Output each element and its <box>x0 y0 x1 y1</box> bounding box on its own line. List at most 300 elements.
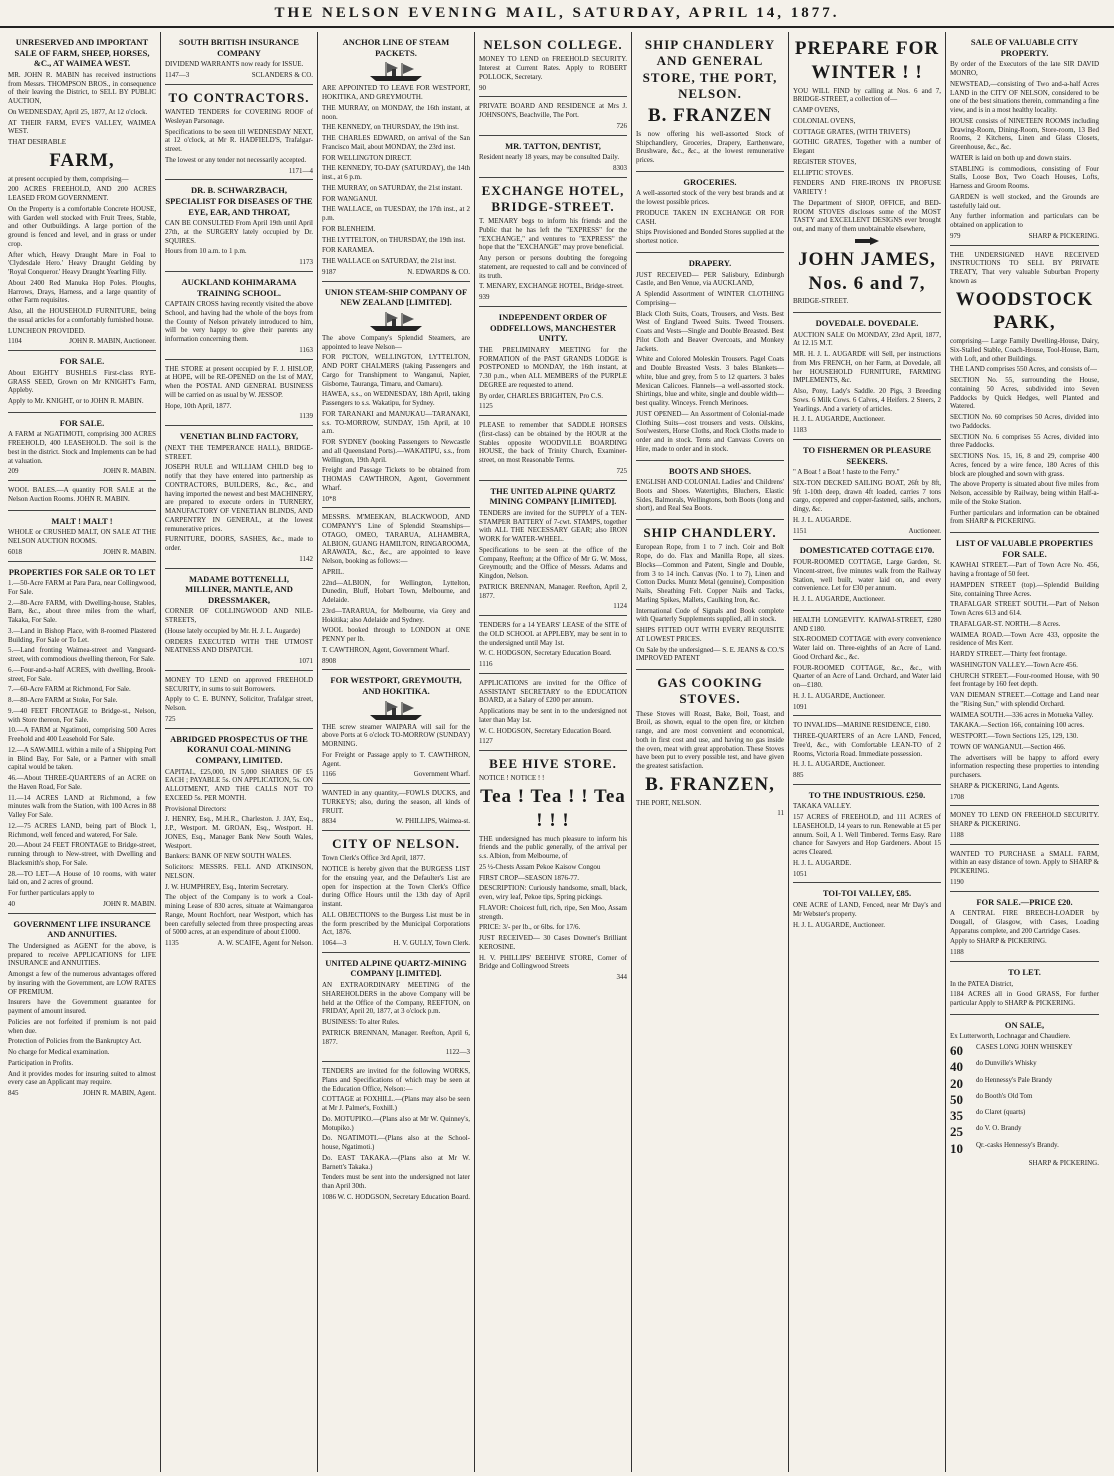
ad-text: WAIMEA ROAD.—Town Acre 433, opposite the residence of Mrs Kerr. <box>950 630 1099 648</box>
advertisement <box>8 32 156 351</box>
ad-heading: FOR SALE.—PRICE £20. <box>976 896 1073 907</box>
advertisement <box>322 508 470 670</box>
ad-text: These Stoves will Roast, Bake, Boil, Toast, and Broil, as shown, equal to the open fire, or kitchen range, and are most convenient and economical, both in first cost and use, and having no gas inside the oven, meat with great approbation. These Stoves have been put to every possible test, and have given the greatest satisfaction. <box>636 709 784 771</box>
ad-text: ELLIPTIC STOVES. <box>793 168 854 177</box>
ad-text: THE PRELIMINARY MEETING for the FORMATION of the PAST GRANDS LODGE is POSTPONED to MONDAY, the 16th instant, at 7.30 p.m., when ALL MEMBERS of the PURPLE DEGREE are requested to attend. <box>479 345 627 389</box>
ad-number: 1051 <box>793 869 807 878</box>
ad-text: MONEY TO LEND on approved FREEHOLD SECURITY, in sums to suit Borrowers. <box>165 675 313 693</box>
ad-text: PLEASE to remember that SADDLE HORSES (first-class) can be obtained by the HOUR at the Stables opposite WOODVILLE BOARDING HOUSE, the back of Trinity Church, Examiner-street, on most Reasonable Terms. <box>479 421 627 464</box>
advertisement <box>793 32 941 313</box>
ad-text: AN EXTRAORDINARY MEETING of the SHAREHOLDERS in the above Company will be held at the Office of the Company, REEFTON, on FRIDAY, April 20, 1877, at 3 o'clock p.m. <box>322 981 470 1016</box>
advertisement <box>322 784 470 831</box>
ad-text: SECTION No. 6 comprises 55 Acres, divided into three Paddocks. <box>950 432 1099 450</box>
spirit-row <box>950 1124 1099 1140</box>
ad-signer: 726 <box>616 121 627 130</box>
ad-text: THE STORE at present occupied by F. J. HISLOP, at HOPE, will be RE-OPENED on the 1st of MAY, when the POSTAL AND GENERAL BUSINESS will be carried on as usual by W. JESSOP. <box>165 364 313 399</box>
ad-text: REGISTER STOVES, <box>793 157 857 166</box>
ad-text: HARDY STREET.—Thirty feet frontage. <box>950 650 1067 658</box>
ad-text: Provisional Directors: <box>165 804 227 813</box>
ad-title: B. FRANZEN, <box>645 773 775 795</box>
ad-number: 1183 <box>793 426 807 435</box>
ad-text: 23rd—TARARUA, for Melbourne, via Grey and Hokitika; also Adelaide and Sydney. <box>322 606 470 624</box>
ad-text: THREE-QUARTERS of an Acre LAND, Fenced, Tree'd, &c., with Comfortable LEAN-TO of 2 Rooms, Victoria Road. Immediate possession. <box>793 732 941 758</box>
spirit-row <box>950 1043 1099 1059</box>
ad-signature <box>479 973 627 982</box>
ad-text: NEWSTEAD,—consisting of Two and-a-half Acres LAND in the CITY OF NELSON, considered to be one of the best situations therein, commanding a fine view, and is in a most healthy locality. <box>950 79 1099 114</box>
ad-text: H. J. L. AUGARDE, Auctioneer. <box>793 415 885 424</box>
ad-text: H. J. L. AUGARDE, Auctioneer. <box>793 595 885 603</box>
ad-heading: TO FISHERMEN OR PLEASURE SEEKERS. <box>802 444 932 466</box>
spirit-row <box>950 1141 1099 1157</box>
ad-text: Solicitors: MESSRS. FELL AND ATKINSON, NELSON. <box>165 863 313 880</box>
ad-text: Protection of Policies from the Bankruptcy Act. <box>8 1037 142 1046</box>
ad-text: (House lately occupied by Mr. H. J. L. Augarde) <box>165 626 301 635</box>
ad-text: A FARM at NGATIMOTI, comprising 300 ACRES FREEHOLD, 400 LEASEHOLD. The soil is the best in the district. Stock and Implements can be had at valuation. <box>8 430 156 465</box>
advertisement <box>636 253 784 461</box>
ad-text: THE KENNEDY, TO-DAY (SATURDAY), the 14th inst., at 6 p.m. <box>322 164 470 181</box>
ad-text: ORDERS EXECUTED WITH THE UTMOST NEATNESS AND DISPATCH. <box>165 637 313 655</box>
advertisement <box>950 533 1099 806</box>
ad-heading: TO CONTRACTORS. <box>168 89 310 105</box>
ad-signer: SHARP & PICKERING. <box>1028 231 1099 240</box>
ad-text: Insurers have the Government guarantee for payment of amount insured. <box>8 998 156 1016</box>
ad-text: On the Property is a comfortable Concrete HOUSE, with Garden well stocked with Fruit Trees, Stable, and other Outbuildings. A large portion of the ground is fenced and level, and in grass or under crop. <box>8 204 156 248</box>
ad-signer: 1173 <box>299 258 313 267</box>
ad-text: HAMPDEN STREET (top).—Splendid Building Site, containing Three Acres. <box>950 580 1099 598</box>
ad-text: On Sale by the undersigned— S. E. JEANS & CO.'S IMPROVED PATENT <box>636 645 784 663</box>
ad-heading: UNION STEAM-SHIP COMPANY OF NEW ZEALAND [LIMITED]. <box>324 286 468 308</box>
advertisement <box>165 729 313 952</box>
ad-number: 1116 <box>479 660 493 668</box>
ad-text: Do. MOTUPIKO.—(Plans also at Mr W. Quinney's, Motupiko.) <box>322 1114 470 1132</box>
ad-heading: FOR WESTPORT, GREYMOUTH, AND HOKITIKA. <box>330 675 462 696</box>
spirit-row <box>950 1059 1099 1075</box>
ad-text: The lowest or any tender not necessarily accepted. <box>165 155 307 164</box>
advertisement <box>793 716 941 785</box>
ad-number: 979 <box>950 231 961 240</box>
ad-text: HOUSE consists of NINETEEN ROOMS including Drawing-Room, Dining-Room, Store-room, 13 Bed Rooms, 2 Kitchens, Linen and Glass Closets, Greenhouse, &c., &c. <box>950 116 1099 151</box>
ad-number: 8834 <box>322 817 336 826</box>
advertisement <box>165 85 313 181</box>
ad-text: Participation in Profits. <box>8 1058 74 1067</box>
ad-text: H. J. L. AUGARDE. <box>793 515 852 524</box>
advertisement <box>479 307 627 416</box>
ad-heading: FOR SALE. <box>59 356 105 367</box>
ad-signer: 1171—4 <box>288 166 313 175</box>
column-1 <box>4 32 161 1472</box>
advertisement <box>8 481 156 511</box>
ad-text: GARDEN is well stocked, and the Grounds are tastefully laid out. <box>950 192 1099 210</box>
ad-text: Do. NGATIMOTI.—(Plans also at the School-house, Ngatimoti.) <box>322 1134 470 1151</box>
ad-text: H. J. L. AUGARDE. <box>793 858 852 867</box>
ad-signature <box>165 657 313 666</box>
ad-text: After which, Heavy Draught Mare in Foal to 'Clydesdale Hero.' Heavy Draught Gelding by 'Royal Conqueror.' Heavy Draught Yearling Filly. <box>8 250 156 277</box>
ad-signature <box>479 602 627 611</box>
ad-text: GOTHIC GRATES, Together with a number of Elegant <box>793 138 941 155</box>
advertisement <box>636 670 784 822</box>
ad-heading: AUCKLAND KOHIMARAMA TRAINING SCHOOL. <box>181 276 297 298</box>
advertisement <box>636 461 784 521</box>
ad-signature <box>793 771 941 780</box>
ad-text: 6.—Four-and-a-half ACRES, with dwelling, Brook-street, For Sale. <box>8 665 156 683</box>
spirit-qty: 35 <box>950 1108 963 1124</box>
ad-text: THE CHARLES EDWARD, on arrival of the San Francisco Mail, about MONDAY, the 23rd inst. <box>322 134 470 151</box>
ad-text: DIVIDEND WARRANTS now ready for ISSUE. <box>165 60 304 69</box>
ad-heading: SHIP CHANDLERY AND GENERAL STORE, THE PORT, NELSON. <box>642 37 778 101</box>
ad-signature <box>950 948 1099 957</box>
ad-signer: A. W. SCAIFE, Agent for Nelson. <box>217 939 313 947</box>
ad-text: The Undersigned as AGENT for the above, is prepared to receive APPLICATIONS for LIFE INSURANCE and ANNUITIES. <box>8 941 156 968</box>
ad-text: COLONIAL OVENS, <box>793 116 856 125</box>
ad-text: WATER is laid on both up and down stairs. <box>950 153 1072 162</box>
ad-text: T. MENARY begs to inform his friends and the Public that he has left the "EXPRESS" for the "EXCHANGE," and ventures to "EXPRESS" the hope that the "EXCHANGE" may prove beneficial. <box>479 217 627 252</box>
ad-heading: NELSON COLLEGE. <box>483 37 623 52</box>
ad-text: 20.—About 24 FEET FRONTAGE to Bridge-street, running through to New-street, with Dwelling and Blacksmith's shop, For Sale. <box>8 841 156 867</box>
ad-text: 7.—60-Acre FARM at Richmond, For Sale. <box>8 685 131 694</box>
ad-signer: 1071 <box>299 657 313 666</box>
ad-number: 1151 <box>793 526 807 535</box>
advertisement <box>950 1015 1099 1172</box>
ad-number: 1188 <box>950 948 964 957</box>
advertisement <box>165 272 313 360</box>
advertisement <box>950 892 1099 962</box>
ad-signature <box>322 1193 470 1202</box>
ad-text: WAIMEA SOUTH.—336 acres in Motueka Valley. <box>950 710 1094 719</box>
ad-heading: DR. B. SCHWARZBACH, SPECIALIST FOR DISEASES OF THE EYE, EAR, AND THROAT, <box>165 185 313 217</box>
ad-signature <box>950 831 1099 840</box>
ad-heading: MALT ! MALT ! <box>51 515 113 526</box>
ad-text: Resident nearly 18 years, may be consulted Daily. <box>479 153 620 162</box>
ad-text: The above Property is situated about five miles from Nelson, accessible by Railway, being within Half-a-mile of the Stoke Station. <box>950 480 1099 506</box>
ad-heading: TO LET. <box>1008 966 1041 977</box>
ad-number: 1190 <box>950 877 964 886</box>
ad-text: No charge for Medical examination. <box>8 1048 110 1057</box>
ad-signature <box>479 737 627 746</box>
ad-text: The above Company's Splendid Steamers, are appointed to leave Nelson— <box>322 333 470 351</box>
ad-signer: 1163 <box>299 345 313 354</box>
advertisement <box>950 806 1099 844</box>
ad-number: 1135 <box>165 939 179 947</box>
ad-number: 40 <box>8 899 15 908</box>
column-7 <box>946 32 1103 1472</box>
ad-signature <box>165 346 313 355</box>
ad-text: THE WALLACE on SATURDAY, the 21st inst. <box>322 257 457 265</box>
ad-text: H. J. L. AUGARDE, Auctioneer. <box>793 920 885 929</box>
ad-text: HEALTH LONGEVITY. KAIWAI-STREET, £280 AND £180. <box>793 615 941 633</box>
ad-signature <box>165 939 313 948</box>
ad-signature <box>950 1159 1099 1168</box>
ad-text: Do. EAST TAKAKA.—(Plans also at Mr W. Barnett's Takaka.) <box>322 1153 470 1171</box>
ad-text: White and Colored Moleskin Trousers. Pagel Coats and Double Breasted Vests. 3 bales Blankets—white, blue and grey, from 5 to 12 quarters. 3 bales Mexican Calicoes. Flannels—a well-assorted stock. Shirtings, blue and white, single and double width—best quality. Winceys. French Merinoes. <box>636 355 784 407</box>
ad-text: FENDERS AND FIRE-IRONS IN PROFUSE VARIETY ! <box>793 179 941 196</box>
ad-heading: MR. TATTON, DENTIST, <box>505 140 601 151</box>
ad-text: ONE ACRE of LAND, Fenced, near Mr Day's and Mr Webster's property. <box>793 901 941 918</box>
ad-text: 46.—About THREE-QUARTERS of an ACRE on the Haven Road, For Sale. <box>8 774 156 791</box>
ad-text: Any further information and particulars can be obtained on application to <box>950 212 1099 229</box>
ad-signer: JOHN R. MABIN. <box>103 467 156 476</box>
ad-text: LUNCHEON PROVIDED. <box>8 326 86 335</box>
ad-text: TOWN OF WANGANUI.—Section 466. <box>950 742 1066 751</box>
ad-number: 845 <box>8 1089 19 1098</box>
ad-text: CAMP OVENS, <box>793 106 840 114</box>
ad-text: WOOL BALES.—A quantity FOR SALE at the Nelson Auction Rooms. JOHN R. MABIN. <box>8 486 156 503</box>
ad-text: WASHINGTON VALLEY.—Town Acre 456. <box>950 660 1078 669</box>
ad-text: CORNER OF COLLINGWOOD AND NILE-STREETS, <box>165 607 313 625</box>
advertisement <box>793 785 941 884</box>
ad-signature <box>793 870 941 879</box>
ad-text: 22nd—ALBION, for Wellington, Lyttelton, Dunedin, Bluff, Hobart Town, Melbourne, and Adelaide. <box>322 578 470 604</box>
ad-text: JUST RECEIVED— PER Salisbury, Edinburgh Castle, and Ben Venue, via AUCKLAND, <box>636 270 784 288</box>
ad-signature <box>165 412 313 421</box>
ad-text: Black Cloth Suits, Coats, Trousers, and Vests. Best West of England Tweed Suits. Tweed Trousers. Coats and Vests—Single and Double Breasted. Best Pilot Cloth and Beaver Overcoats, and Monkey Jackets. <box>636 309 784 353</box>
ad-number: 1091 <box>793 702 807 711</box>
ad-text: CAN BE CONSULTED From April 19th until April 27th, at the SURGERY lately occupied by Dr. SQUIRES. <box>165 219 313 245</box>
ad-signature <box>165 167 313 176</box>
ad-number: 1064—3 <box>322 939 347 947</box>
advertisement <box>479 674 627 751</box>
ship-icon <box>366 699 426 721</box>
ad-text: FOR KARAMEA. <box>322 246 375 255</box>
column-5 <box>632 32 789 1472</box>
masthead: THE NELSON EVENING MAIL, SATURDAY, APRIL 14, 1877. <box>0 0 1114 28</box>
ad-text: Hours from 10 a.m. to 1 p.m. <box>165 247 247 256</box>
ship-icon <box>366 60 426 82</box>
ad-heading: DRAPERY. <box>688 257 732 268</box>
ad-text: PRODUCE TAKEN IN EXCHANGE OR FOR CASH. <box>636 208 784 226</box>
spirit-item: CASES LONG JOHN WHISKEY <box>976 1043 1073 1052</box>
ad-text: TO INVALIDS—MARINE RESIDENCE, £180. <box>793 721 931 730</box>
ad-text: APRIL. <box>322 567 344 576</box>
ad-text: Town Clerk's Office 3rd April, 1877. <box>322 854 426 863</box>
ad-text: In the PATEA District, <box>950 979 1014 988</box>
column-3 <box>318 32 475 1472</box>
ad-text: 12.—A SAW-MILL within a mile of a Shipping Port in Blind Bay, For Sale, or a Partner with small capital would be taken. <box>8 745 156 772</box>
ad-text: THE KENNEDY, on THURSDAY, the 19th inst. <box>322 123 459 132</box>
ad-text: SHARP & PICKERING, Land Agents. <box>950 781 1060 790</box>
ad-text: 10.—A FARM at Ngatimoti, comprising 500 Acres Freehold and 400 Leasehold For Sale. <box>8 726 156 744</box>
ad-heading: SOUTH BRITISH INSURANCE COMPANY <box>179 37 299 58</box>
advertisement <box>8 511 156 562</box>
ad-heading: GROCERIES. <box>683 176 737 187</box>
ad-text: Specifications to be seen at the office of the Company, Reefton; at the Office of Mr G. W. Moss, Greymouth; and the Office of Messrs. Adams and Kingdon, Nelson. <box>479 545 627 580</box>
ad-text: KAWHAI STREET.—Part of Town Acre No. 456, having a frontage of 50 feet. <box>950 561 1099 578</box>
ad-signature <box>793 426 941 435</box>
ad-text: H. V. PHILLIPS' BEEHIVE STORE, Corner of Bridge and Collingwood Streets <box>479 953 627 971</box>
advertisement <box>793 440 941 541</box>
ad-text: THE UNDERSIGNED HAVE RECEIVED INSTRUCTIONS TO SELL BY PRIVATE TREATY, That very valuable Suburban Property known as <box>950 250 1099 285</box>
spirit-row <box>950 1076 1099 1092</box>
ad-text: WHOLE or CRUSHED MALT, ON SALE AT THE NELSON AUCTION ROOMS. <box>8 528 156 545</box>
ad-text: WANTED in any quantity,—FOWLS DUCKS, and TURKEYS; also, during the season, all kinds of FRUIT. <box>322 789 470 815</box>
spirit-qty: 25 <box>950 1124 963 1140</box>
advertisement <box>322 282 470 509</box>
ad-text: PATRICK BRENNAN, Manager. Reefton, April 6, 1877. <box>322 1028 470 1046</box>
ad-text: WANTED TO PURCHASE a SMALL FARM, within an easy distance of town. Apply to SHARP & PICKERING. <box>950 849 1099 875</box>
ad-text: 1.—50-Acre FARM at Para Para, near Collingwood, For Sale. <box>8 579 156 596</box>
ad-signer: JOHN R. MABIN. <box>103 899 156 908</box>
ad-signer: N. EDWARDS & CO. <box>407 267 470 276</box>
ad-heading: SHIP CHANDLERY. <box>643 525 777 541</box>
ad-signature <box>479 122 627 131</box>
ad-text: About 2400 Red Manuka Hop Poles. Ploughs, Harrows, Drays, Harness, and a large quantity of other Farm requisites. <box>8 278 156 305</box>
ad-heading: ABRIDGED PROSPECTUS OF THE KORANUI COAL-MINING COMPANY, LIMITED. <box>170 733 308 765</box>
advertisement <box>636 520 784 670</box>
column-6 <box>789 32 946 1472</box>
spirit-item: Qr.-casks Hennessy's Brandy. <box>976 1140 1059 1149</box>
spirit-item: do Booth's Old Tom <box>976 1091 1033 1100</box>
ad-title: B. FRANZEN <box>647 105 772 126</box>
ad-number: 885 <box>793 771 804 779</box>
ad-signer: JOHN R. MABIN, Auctioneer. <box>69 337 156 346</box>
ad-text: 1184 ACRES all in Good GRASS, For further particular Apply to SHARP & PICKERING. <box>950 990 1099 1007</box>
ad-text: FOR WELLINGTON DIRECT. <box>322 153 412 162</box>
spirit-item: do Claret (quarts) <box>976 1108 1026 1117</box>
ad-text: 2.—80-Acre FARM, with Dwelling-house, Stables, Barn, &c., about three miles from the wharf, Takaka, For Sale. <box>8 598 156 625</box>
advertisement <box>165 426 313 568</box>
ad-text: 9.—40 FEET FRONTAGE to Bridge-st., Nelson, with Store thereon, For Sale. <box>8 706 156 724</box>
advertisement <box>479 616 627 674</box>
ad-text: CAPTAIN CROSS having recently visited the above School, and having had the whole of the boys from the County of Nelson privately introduced to him, will be very happy to give their parents any information concerning them. <box>165 300 313 344</box>
ad-text: FOUR-ROOMED COTTAGE, Large Garden, St. Vincent-street, five minutes walk from the Railway Station, well built, water laid on, and every convenience. Let for £30 per annum. <box>793 558 941 593</box>
ad-text: ALL OBJECTIONS to the Burgess List must be in the form prescribed by the Municipal Corporations Act, 1876. <box>322 910 470 937</box>
ad-heading: FOR SALE. <box>59 417 105 428</box>
ad-text: NOTICE is hereby given that the BURGESS LIST for the ensuing year, and the Defaulter's List are open for inspection at the Town Clerk's Office during Office Hours until the 13th day of April instant. <box>322 865 470 908</box>
ad-text: THE MURRAY, on MONDAY, the 16th instant, at noon. <box>322 103 470 121</box>
ad-text: YOU WILL FIND by calling at Nos. 6 and 7, BRIDGE-STREET, a collection of— <box>793 86 941 104</box>
advertisement <box>479 751 627 986</box>
ad-number: 90 <box>479 83 486 92</box>
advertisement <box>165 671 313 729</box>
column-4 <box>475 32 632 1472</box>
ad-text: ENGLISH AND COLONIAL Ladies' and Childrens' Boots and Shoes. Watertights, Bluchers, Elastic Sides, Balmorals, Wellingtons, both Boots (long and short), and Real Sea Boots. <box>636 478 784 513</box>
ad-text: APPLICATIONS are invited for the Office of ASSISTANT SECRETARY to the EDUCATION BOARD, at a Salary of £200 per annum. <box>479 678 627 705</box>
ad-signer: JOHN R. MABIN. <box>103 547 156 556</box>
ad-signature <box>165 555 313 564</box>
spirit-row <box>950 1108 1099 1124</box>
ad-text: And it provides modes for insuring suited to almost every case an Applicant may require. <box>8 1069 156 1087</box>
ad-text: CHURCH STREET.—Four-roomed House, with 90 feet frontage by 160 feet depth. <box>950 671 1099 689</box>
ad-heading: UNITED ALPINE QUARTZ-MINING COMPANY [LIMITED]. <box>325 957 467 979</box>
advertisement <box>165 32 313 85</box>
ad-signature <box>8 467 156 476</box>
ad-text: VAN DIEMAN STREET.—Cottage and Land near the "Rising Sun," with splendid Orchard. <box>950 691 1099 708</box>
advertisement <box>636 172 784 253</box>
ad-number: 1104 <box>8 337 22 346</box>
ad-text: About EIGHTY BUSHELS First-class RYE-GRASS SEED, Grown on Mr KNIGHT's Farm, Appleby. <box>8 368 156 395</box>
ad-text: Applications may be sent in to the undersigned not later than May 1st. <box>479 707 627 724</box>
ad-signature <box>322 268 470 277</box>
advertisement <box>165 180 313 272</box>
ad-signature <box>793 703 941 712</box>
ad-signature <box>165 715 313 724</box>
advertisement <box>950 962 1099 1015</box>
advertisement <box>165 569 313 671</box>
ad-text: MESSRS. M'MEEKAN, BLACKWOOD, AND COMPANY'S Line of Splendid Steamships—OTAGO, OMEO, TARARUA, ALHAMBRA, ALBION, GUANG HAMILTON, RINGAROOMA, ARAWATA, &c., &c., are appointed to leave Nelson, booking as follows:— <box>322 513 470 565</box>
ad-text: SECTION No. 55, surrounding the House, containing 50 Acres, subdivided into Seven Paddocks by Quick Hedges, well Planted and Watered. <box>950 376 1099 411</box>
ad-text: 12.—75 ACRES LAND, being part of Block 1, Richmond, well fenced and watered, For Sale. <box>8 821 156 839</box>
advertisement <box>479 32 627 97</box>
ad-heading: DOVEDALE. DOVEDALE. <box>815 318 919 328</box>
ad-text: Apply to C. E. BUNNY, Solicitor, Trafalgar street, Nelson. <box>165 695 313 713</box>
ad-text: For Freight or Passage apply to T. CAWTHRON, Agent. <box>322 750 470 768</box>
ad-text: CAPITAL, £25,000, IN 5,000 SHARES OF £5 EACH ; PAYABLE 5s. ON APPLICATION, 5s. ON ALLOTMENT, AND THE CALLS NOT TO EXCEED 5s. PER MONTH. <box>165 767 313 802</box>
ad-heading: GAS COOKING STOVES. <box>657 675 763 707</box>
ad-text: THE LYTTELTON, on THURSDAY, the 19th inst. <box>322 235 466 244</box>
advertisement <box>8 914 156 1102</box>
ad-text: DESCRIPTION: Curiously handsome, small, black, even, wiry leaf, Pekoe tips, Spring pickings. <box>479 884 627 901</box>
ad-heading: SALE OF VALUABLE CITY PROPERTY. <box>970 37 1079 58</box>
ad-signer: 8303 <box>613 163 627 172</box>
ad-number: 1125 <box>479 402 493 411</box>
ad-number: 1147—3 <box>165 71 190 79</box>
ad-text: TRAFALGAR-ST. NORTH.—8 Acres. <box>950 619 1061 628</box>
ad-text: PATRICK BRENNAN, Manager. Reefton, April 2, 1877. <box>479 582 627 600</box>
ad-text: J. W. HUMPHREY, Esq., Interim Secretary. <box>165 882 289 891</box>
ad-heading: VENETIAN BLIND FACTORY, <box>179 431 299 442</box>
advertisement <box>8 562 156 914</box>
ad-text: TAKAKA VALLEY. <box>793 802 852 811</box>
ad-text: H. J. L. AUGARDE, Auctioneer. <box>793 691 885 700</box>
ad-heading: CITY OF NELSON. <box>332 836 460 851</box>
ad-text: Policies are not forfeited if premium is not paid when due. <box>8 1017 156 1035</box>
ad-text: STABLING is commodious, consisting of Four Stalls, Loose Box, Two Coach Houses, Lofts, Harness and Groom Rooms. <box>950 164 1099 190</box>
spirit-qty: 40 <box>950 1059 963 1075</box>
ad-signature <box>322 817 470 826</box>
ad-text: For further particulars apply to <box>8 889 95 898</box>
ad-text: JOSEPH RULE and WILLIAM CHILD beg to notify that they have entered into partnership as CONTRACTORS, BUILDERS, &c., &c., and having imported the newest and best MACHINERY, are prepared to execute orders in TURNERY, MANUFACTORY OF VENETIAN BLINDS, AND CARPENTRY IN GENERAL, at the lowest remunerative prices. <box>165 463 313 533</box>
ad-text: MONEY TO LEND on FREEHOLD SECURITY. Interest at Current Rates. Apply to ROBERT POLLOCK, Secretary. <box>479 55 627 81</box>
ad-text: AUCTION SALE On MONDAY, 23rd April, 1877, At 12.15 M.T. <box>793 330 941 348</box>
ad-text: SIX-TON DECKED SAILING BOAT, 26ft by 8ft, 9ft 1-10th deep, drawn 4ft loaded, carries 7 tons cargo, coppered and copper-fastened, sails, anchors, dingy, &c. <box>793 478 941 514</box>
ad-signature <box>479 660 627 669</box>
ad-heading: INDEPENDENT ORDER OF ODDFELLOWS, MANCHESTER UNITY. <box>489 311 617 344</box>
ad-text: T. MENARY, EXCHANGE HOTEL, Bridge-street. <box>479 282 624 291</box>
ad-signature <box>479 293 627 302</box>
ad-text: TENDERS for a 14 YEARS' LEASE of the SITE of the OLD SCHOOL at APPLEBY, may be sent in to the undersigned until May 1st. <box>479 621 627 647</box>
ad-signer: 725 <box>616 466 627 475</box>
advertisement <box>479 178 627 307</box>
advertisement <box>793 611 941 717</box>
ad-text: THAT DESIRABLE <box>8 138 67 147</box>
spirit-item: do V. O. Brandy <box>976 1124 1022 1133</box>
advertisement <box>479 481 627 617</box>
ad-text: FLAVOR: Choicest full, rich, ripe, Sen Moo, Assam strength. <box>479 903 627 921</box>
ad-text: COTTAGE GRATES, (WITH TRIVETS) <box>793 127 911 136</box>
advertisement <box>479 97 627 135</box>
ad-signature <box>8 1089 156 1098</box>
spirit-qty: 10 <box>950 1140 963 1156</box>
ad-text: T. CAWTHRON, Agent, Government Wharf. <box>322 645 450 654</box>
spirit-item: do Dunville's Whisky <box>976 1059 1037 1068</box>
ad-text: Further particulars and information can be obtained from SHARP & PICKERING. <box>950 508 1099 526</box>
ad-signature <box>479 402 627 411</box>
ad-text: International Code of Signals and Book complete with Quarterly Supplements supplied, all in stock. <box>636 606 784 624</box>
ad-text: Also, all the HOUSEHOLD FURNITURE, being the usual articles for a comfortably furnished house. <box>8 307 156 324</box>
advertisement <box>322 670 470 784</box>
ad-text: FOR SYDNEY (booking Passengers to Newcastle and all Queensland Ports).—WAKATIPU, s.s., from Wellington, 19th April. <box>322 438 470 464</box>
ad-signature <box>165 258 313 267</box>
ad-text: HAWEA, s.s., on WEDNESDAY, 18th April, taking Passengers to s.s. Wakatipu, for Sydney. <box>322 390 470 407</box>
ad-signature <box>322 1048 470 1057</box>
ad-text: at present occupied by them, comprising— <box>8 174 129 183</box>
ad-heading: THE UNITED ALPINE QUARTZ MINING COMPANY [LIMITED]. <box>489 485 617 507</box>
pointing-hand-icon <box>854 236 880 246</box>
ad-signature <box>8 548 156 557</box>
ad-signer: 1139 <box>299 412 313 421</box>
ad-text: COTTAGE at FOXHILL.—(Plans may also be seen at Mr J. Palmer's, Foxhill.) <box>322 1095 470 1112</box>
ad-text: A Splendid Assortment of WINTER CLOTHING Comprising— <box>636 290 784 307</box>
ad-heading: ON SALE, <box>1004 1019 1045 1030</box>
